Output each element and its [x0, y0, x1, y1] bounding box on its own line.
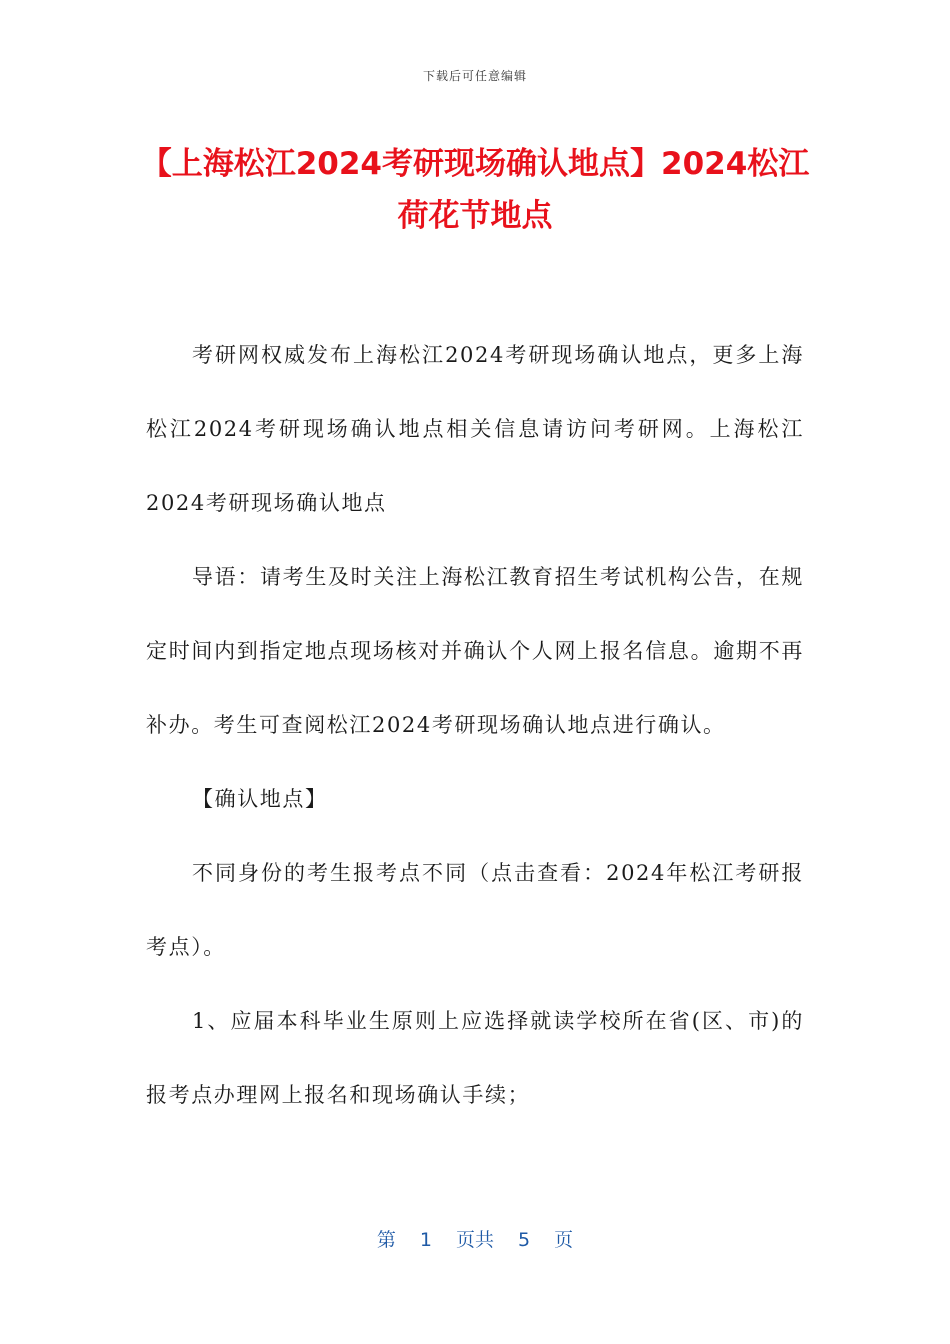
footer-middle: 页共	[455, 1229, 494, 1251]
paragraph-intro: 考研网权威发布上海松江2024考研现场确认地点，更多上海松江2024考研现场确认地点相关信息请访问考研网。上海松江2024考研现场确认地点	[146, 343, 804, 515]
footer-prefix: 第	[376, 1229, 396, 1251]
paragraph-item-1: 1、应届本科毕业生原则上应选择就读学校所在省(区、市)的报考点办理网上报名和现场确认手续；	[146, 1009, 804, 1107]
page-header-note: 下载后可任意编辑	[422, 69, 527, 83]
document-body	[146, 318, 804, 1132]
section-heading-location: 【确认地点】	[192, 787, 328, 811]
paragraph-identity: 不同身份的考生报考点不同（点击查看：2024年松江考研报考点）。	[146, 861, 804, 959]
footer-current-page: 1	[419, 1229, 432, 1251]
page-footer	[0, 1225, 950, 1252]
footer-total-pages: 5	[518, 1229, 531, 1251]
document-title: 【上海松江2024考研现场确认地点】2024松江荷花节地点	[140, 146, 810, 234]
footer-suffix: 页	[554, 1229, 574, 1251]
paragraph-guide: 导语：请考生及时关注上海松江教育招生考试机构公告，在规定时间内到指定地点现场核对并确认个人网上报名信息。逾期不再补办。考生可查阅松江2024考研现场确认地点进行确认。	[146, 565, 804, 737]
